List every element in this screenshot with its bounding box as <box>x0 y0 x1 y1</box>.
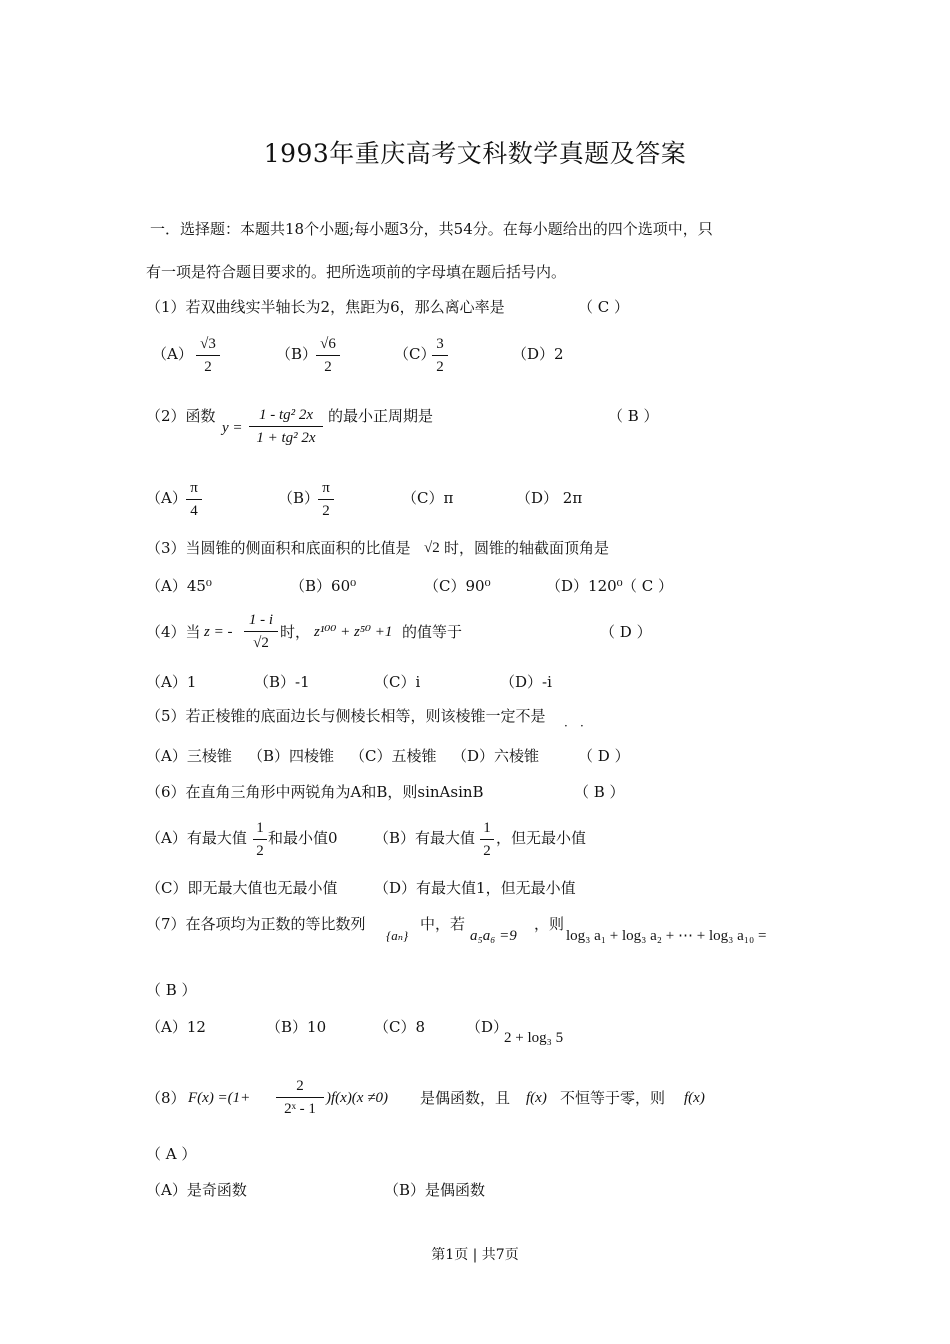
q4-option-d: （D）-i <box>500 673 552 691</box>
q4-answer: （ D ） <box>600 623 652 641</box>
q3-option-d: （D）120⁰ <box>546 577 623 595</box>
q7-expression: log₃ a₁ + log₃ a₂ + ⋯ + log₃ a₁₀ = <box>566 928 767 944</box>
q7-option-d-label: （D） <box>466 1018 509 1036</box>
q6-option-b-fraction: 1 2 <box>480 818 494 861</box>
q8-answer: （ A ） <box>146 1145 197 1163</box>
q2-fraction: 1 - tg² 2x 1 + tg² 2x <box>249 405 323 448</box>
q3-option-a: （A）45⁰ <box>146 577 212 595</box>
q4-stem-pre: （4）当 <box>146 623 201 641</box>
q1-option-a-label: （A） <box>152 345 193 363</box>
q2-option-b-label: （B） <box>278 489 320 507</box>
q4-expr: z¹⁰⁰ + z⁵⁰ +1 <box>314 624 393 640</box>
q6-option-d: （D）有最大值1，但无最小值 <box>374 879 576 897</box>
q7-mid-2: ，则 <box>534 915 565 933</box>
q3-stem-post: 时，圆锥的轴截面顶角是 <box>444 539 610 557</box>
q6-option-a-pre: （A）有最大值 <box>146 829 247 847</box>
q4-mid: 时， <box>280 623 311 641</box>
q8-label: （8） <box>146 1089 186 1107</box>
q7-answer: （ B ） <box>146 981 197 999</box>
q2-option-a-label: （A） <box>146 489 187 507</box>
q3-option-b: （B）60⁰ <box>290 577 357 595</box>
q2-option-d: （D） 2π <box>516 489 583 507</box>
q5-option-b: （B）四棱锥 <box>248 747 335 765</box>
q4-option-c: （C）i <box>374 673 421 691</box>
q1-option-c-fraction: 3 2 <box>432 334 448 377</box>
intro-line-2: 有一项是符合题目要求的。把所选项前的字母填在题后括号内。 <box>146 263 567 281</box>
q5-option-a: （A）三棱锥 <box>146 747 232 765</box>
q4-option-a: （A）1 <box>146 673 197 691</box>
q1-option-a-fraction: √3 2 <box>196 334 220 377</box>
q7-option-b: （B）10 <box>266 1018 327 1036</box>
q6-option-a-fraction: 1 2 <box>253 818 267 861</box>
q8-stem-mid-2: 不恒等于零，则 <box>560 1089 666 1107</box>
q6-stem: （6）在直角三角形中两锐角为A和B，则sinAsinB <box>146 783 484 801</box>
emphasis-dot: · <box>564 719 568 733</box>
q7-option-d-expression: 2 + log₃ 5 <box>504 1030 564 1046</box>
q2-option-b-fraction: π 2 <box>318 478 334 521</box>
page-title: 1993年重庆高考文科数学真题及答案 <box>263 139 687 168</box>
q3-sqrt2: √2 <box>424 540 440 556</box>
q4-option-b: （B）-1 <box>254 673 310 691</box>
q3-stem-pre: （3）当圆锥的侧面积和底面积的比值是 <box>146 539 411 557</box>
q5-answer: （ D ） <box>578 747 630 765</box>
page-footer: 第1页 | 共7页 <box>431 1247 519 1263</box>
q4-fraction: 1 - i √2 <box>244 610 278 653</box>
q6-option-b-post: ，但无最小值 <box>496 829 587 847</box>
q1-answer: （ C ） <box>578 298 630 316</box>
q7-sequence: {aₙ} <box>386 928 409 943</box>
q3-answer: （ C ） <box>622 577 674 595</box>
q7-stem-pre: （7）在各项均为正数的等比数列 <box>146 915 366 933</box>
q8-f-pre: F(x) =(1+ <box>188 1090 251 1106</box>
q4-stem-post: 的值等于 <box>402 623 463 641</box>
q7-mid-1: 中，若 <box>420 915 466 933</box>
q8-option-b: （B）是偶函数 <box>384 1181 486 1199</box>
q5-stem: （5）若正棱锥的底面边长与侧棱长相等，则该棱锥一定不是 <box>146 707 546 725</box>
q7-condition: a₅a₆ =9 <box>470 928 517 944</box>
q4-z-eq: z = - <box>204 624 233 640</box>
q6-option-b-pre: （B）有最大值 <box>374 829 476 847</box>
q2-y-eq: y = <box>222 420 243 436</box>
q8-option-a: （A）是奇函数 <box>146 1181 247 1199</box>
q2-stem-post: 的最小正周期是 <box>328 407 434 425</box>
q2-option-c: （C）π <box>402 489 454 507</box>
q1-option-d: （D）2 <box>512 345 564 363</box>
q6-option-c: （C）即无最大值也无最小值 <box>146 879 338 897</box>
q8-fx-1: f(x) <box>526 1090 547 1106</box>
emphasis-dot: · <box>580 719 584 733</box>
q1-option-b-fraction: √6 2 <box>316 334 340 377</box>
q6-answer: （ B ） <box>574 783 625 801</box>
q1-option-b-label: （B） <box>276 345 318 363</box>
q2-stem-pre: （2）函数 <box>146 407 216 425</box>
q1-stem: （1）若双曲线实半轴长为2，焦距为6，那么离心率是 <box>146 298 505 316</box>
q3-option-c: （C）90⁰ <box>424 577 491 595</box>
q7-option-a: （A）12 <box>146 1018 206 1036</box>
q2-option-a-fraction: π 4 <box>186 478 202 521</box>
q7-option-c: （C）8 <box>374 1018 426 1036</box>
q5-option-c: （C）五棱锥 <box>350 747 437 765</box>
q8-fraction: 2 2ˣ - 1 <box>276 1076 324 1119</box>
q1-option-c-label: （C） <box>394 345 436 363</box>
q5-option-d: （D）六棱锥 <box>452 747 540 765</box>
q8-f-post: )f(x)(x ≠0) <box>326 1090 388 1106</box>
q8-fx-2: f(x) <box>684 1090 705 1106</box>
q8-stem-mid: 是偶函数，且 <box>420 1089 511 1107</box>
q6-option-a-post: 和最小值0 <box>268 829 338 847</box>
q2-answer: （ B ） <box>608 407 659 425</box>
intro-line-1: 一．选择题：本题共18个小题;每小题3分，共54分。在每小题给出的四个选项中，只 <box>150 220 713 238</box>
